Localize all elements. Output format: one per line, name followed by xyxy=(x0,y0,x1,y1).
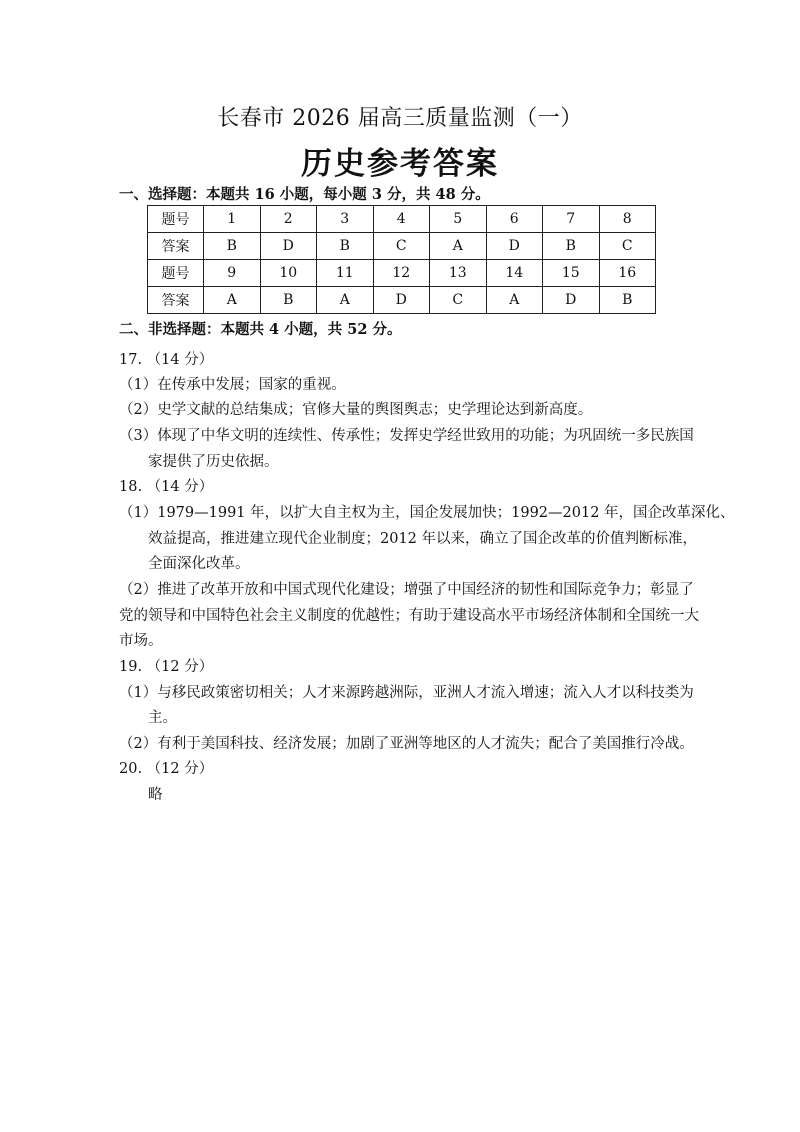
table-cell: D xyxy=(543,287,600,314)
table-cell: B xyxy=(599,287,656,314)
table-cell: A xyxy=(317,287,374,314)
table-cell: D xyxy=(486,233,543,260)
table-cell: 10 xyxy=(260,260,317,287)
answer-line: （2）史学文献的总结集成；官修大量的舆图舆志；史学理论达到新高度。 xyxy=(119,402,593,418)
table-row xyxy=(148,287,656,314)
table-row xyxy=(148,260,656,287)
table-row xyxy=(148,206,656,233)
answer-line: 略 xyxy=(148,787,163,803)
table-cell: A xyxy=(204,287,261,314)
table-cell: 5 xyxy=(430,206,487,233)
answer-line: 主。 xyxy=(148,710,177,726)
table-cell: 6 xyxy=(486,206,543,233)
answer-table xyxy=(147,205,656,314)
table-cell: 2 xyxy=(260,206,317,233)
table-cell: D xyxy=(373,287,430,314)
table-cell: 11 xyxy=(317,260,374,287)
answer-line: （1）1979—1991 年，以扩大自主权为主，国企发展加快；1992—2012 年，国企改革深化、 xyxy=(119,505,735,521)
table-cell: 13 xyxy=(430,260,487,287)
table-cell: D xyxy=(260,233,317,260)
table-row xyxy=(148,233,656,260)
answer-line: （1）在传承中发展；国家的重视。 xyxy=(119,377,346,393)
table-cell: 14 xyxy=(486,260,543,287)
answer-line: 家提供了历史依据。 xyxy=(148,454,279,470)
answer-line: （1）与移民政策密切相关；人才来源跨越洲际，亚洲人才流入增速；流入人才以科技类为 xyxy=(119,685,694,701)
table-cell: C xyxy=(373,233,430,260)
table-cell: 15 xyxy=(543,260,600,287)
table-cell: B xyxy=(204,233,261,260)
table-cell: C xyxy=(599,233,656,260)
table-cell: 9 xyxy=(204,260,261,287)
row-label: 答案 xyxy=(148,233,204,260)
table-cell: B xyxy=(260,287,317,314)
table-cell: 4 xyxy=(373,206,430,233)
table-cell: 16 xyxy=(599,260,656,287)
table-cell: 8 xyxy=(599,206,656,233)
table-cell: C xyxy=(430,287,487,314)
section-2-heading: 二、非选择题：本题共 4 小题，共 52 分。 xyxy=(119,321,402,338)
question-19-header: 19. （12 分） xyxy=(119,659,214,675)
answer-line: （2）有利于美国科技、经济发展；加剧了亚洲等地区的人才流失；配合了美国推行冷战。 xyxy=(119,736,694,752)
answer-line: 党的领导和中国特色社会主义制度的优越性；有助于建设高水平市场经济体制和全国统一大 xyxy=(119,608,699,624)
answer-line: 全面深化改革。 xyxy=(148,556,250,572)
page-title: 长春市 2026 届高三质量监测（一） xyxy=(217,106,583,131)
table-cell: 12 xyxy=(373,260,430,287)
question-18-header: 18. （14 分） xyxy=(119,479,214,495)
table-cell: A xyxy=(430,233,487,260)
page-subtitle: 历史参考答案 xyxy=(301,146,499,182)
table-cell: 1 xyxy=(204,206,261,233)
section-1-heading: 一、选择题：本题共 16 小题，每小题 3 分，共 48 分。 xyxy=(119,186,490,203)
table-cell: B xyxy=(543,233,600,260)
row-label: 答案 xyxy=(148,287,204,314)
table-cell: B xyxy=(317,233,374,260)
table-cell: 3 xyxy=(317,206,374,233)
table-cell: 7 xyxy=(543,206,600,233)
answer-line: （2）推进了改革开放和中国式现代化建设；增强了中国经济的韧性和国际竞争力；彰显了 xyxy=(119,582,694,598)
table-cell: A xyxy=(486,287,543,314)
question-20-header: 20. （12 分） xyxy=(119,761,214,777)
answer-line: 市场。 xyxy=(119,633,163,649)
answer-line: （3）体现了中华文明的连续性、传承性；发挥史学经世致用的功能；为巩固统一多民族国 xyxy=(119,428,694,444)
answer-line: 效益提高，推进建立现代企业制度；2012 年以来，确立了国企改革的价值判断标准， xyxy=(148,531,698,547)
row-label: 题号 xyxy=(148,260,204,287)
row-label: 题号 xyxy=(148,206,204,233)
question-17-header: 17. （14 分） xyxy=(119,352,214,368)
